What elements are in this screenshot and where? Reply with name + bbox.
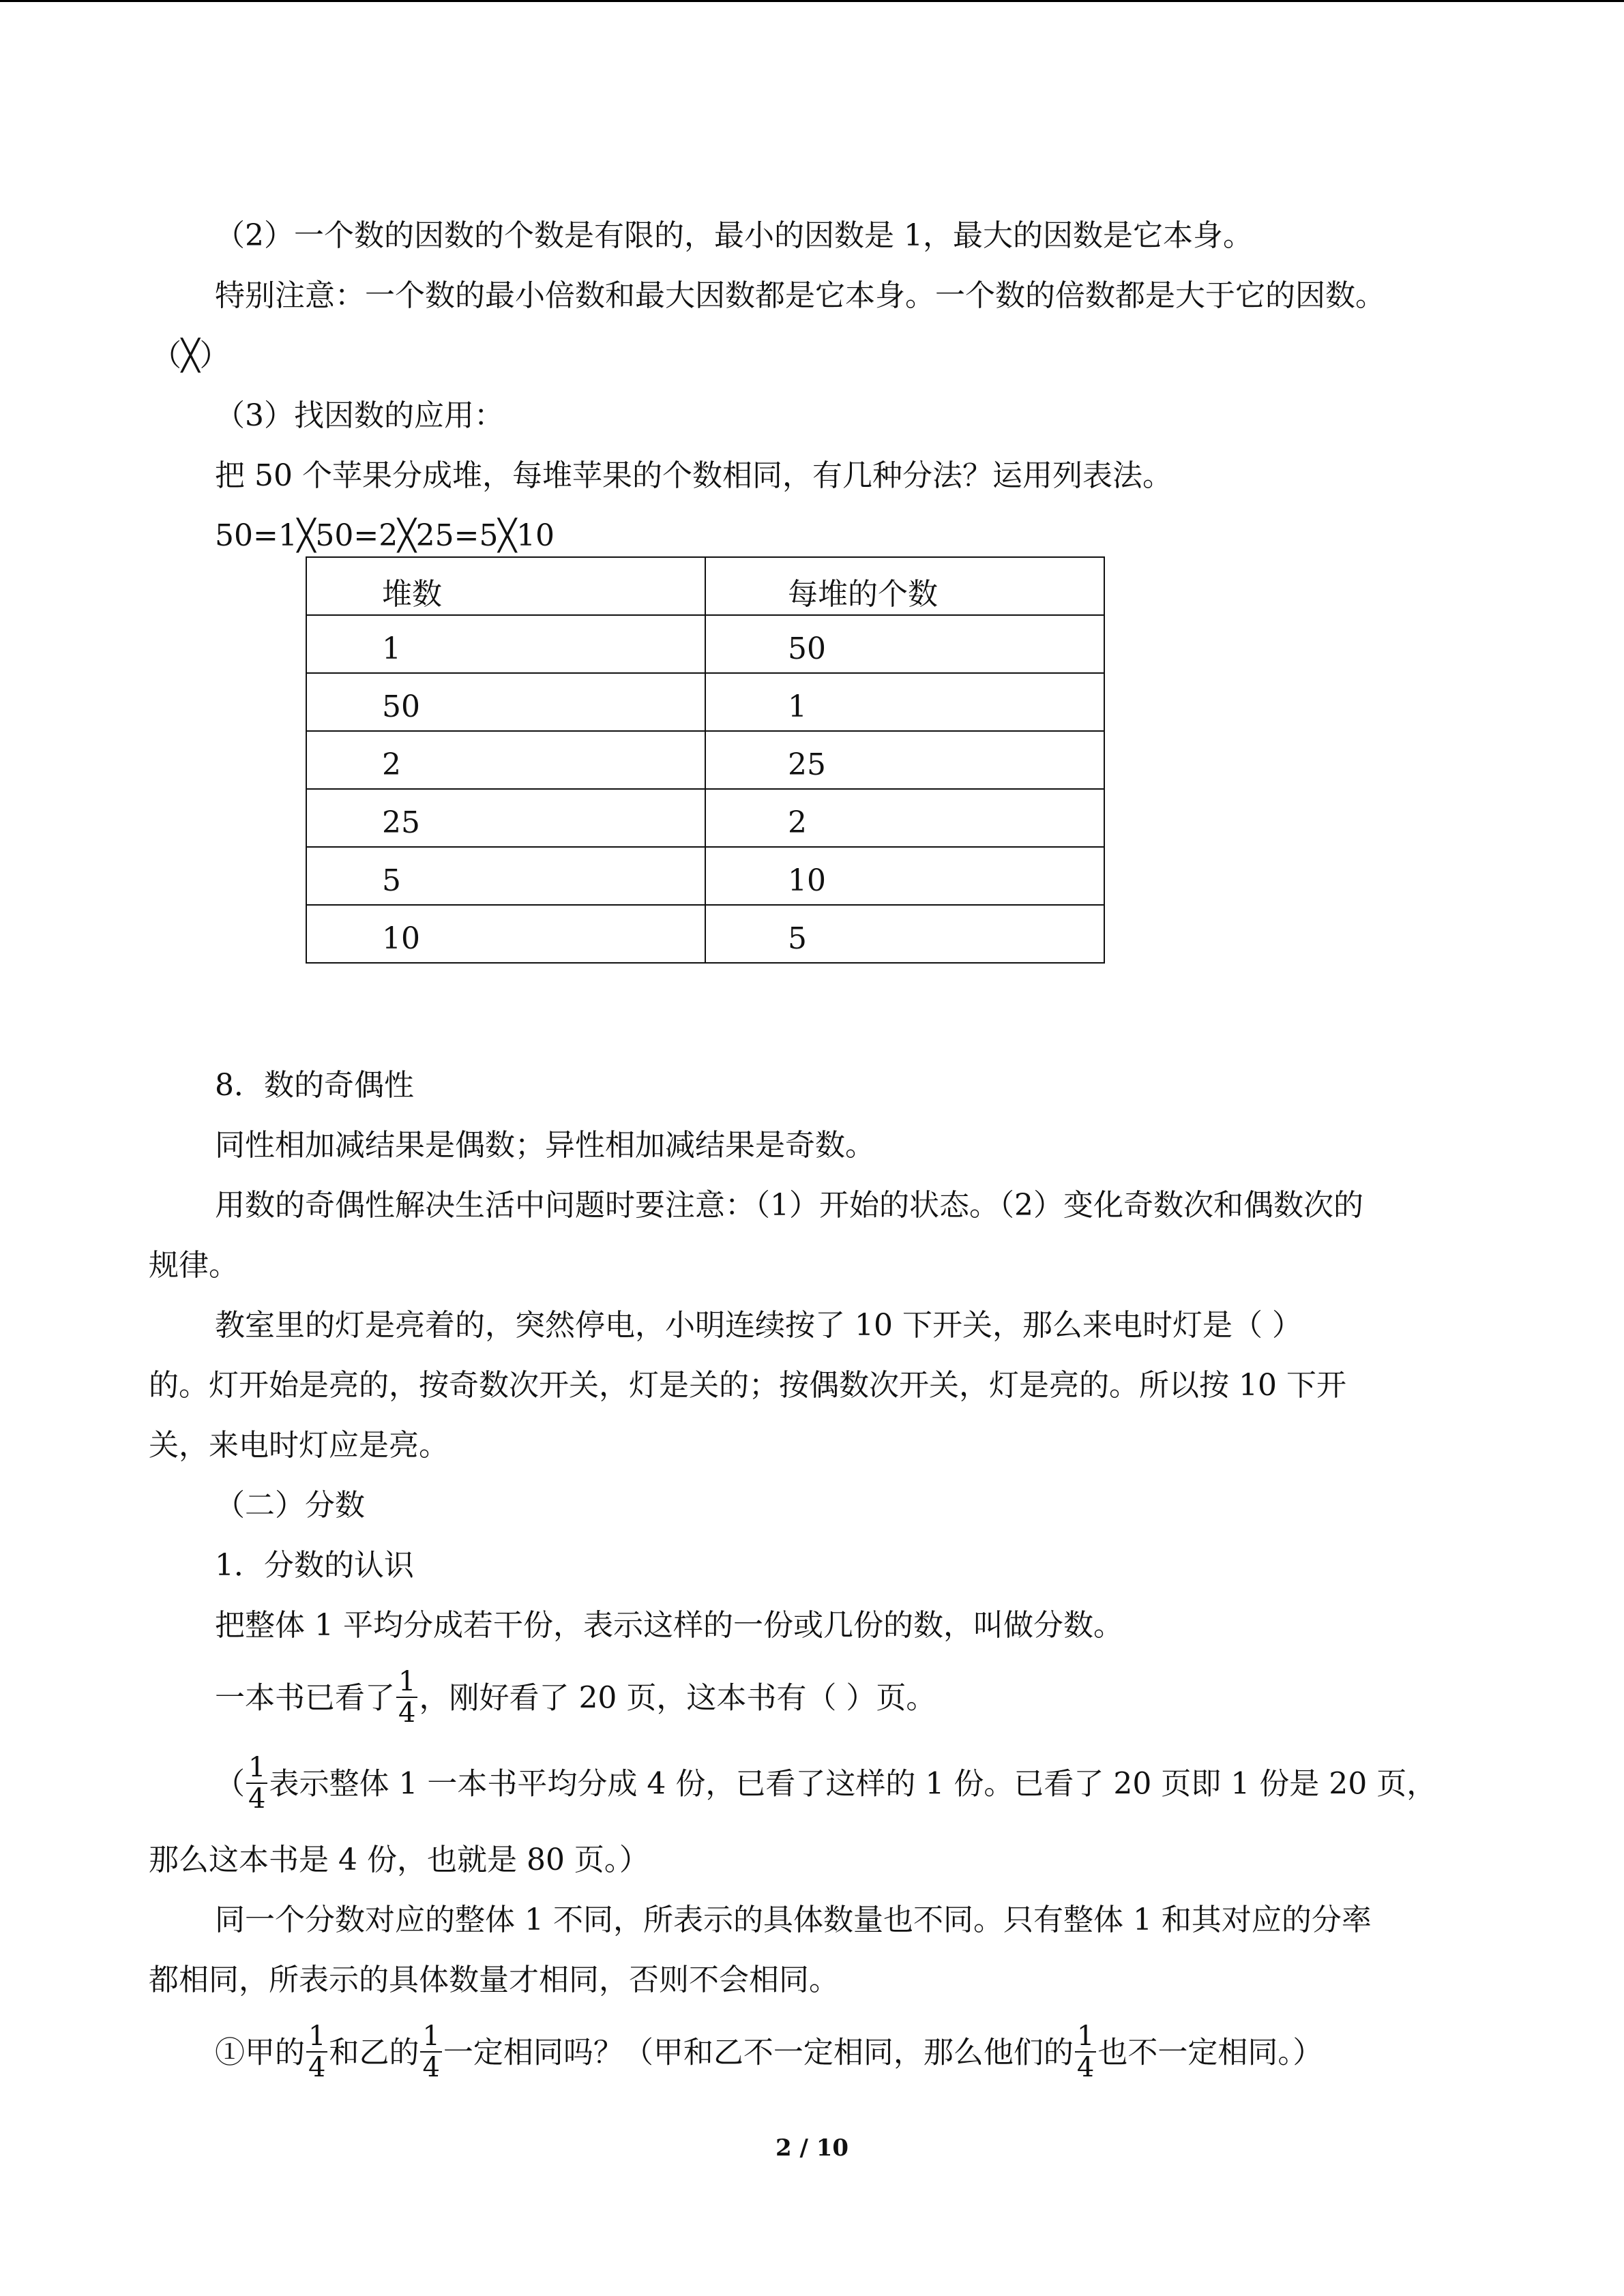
table-cell: 5 bbox=[306, 847, 705, 905]
explanation-open-paren: （ bbox=[215, 1766, 245, 1802]
whole-unit-line-2: 都相同，所表示的具体数量才相同，否则不会相同。 bbox=[149, 1963, 839, 1997]
explanation-text: 表示整体 1 一本书平均分成 4 份，已看了这样的 1 份。已看了 20 页即 1 份是 20 页， bbox=[269, 1766, 1437, 1802]
page-number: 2 / 10 bbox=[775, 2134, 849, 2162]
table-cell: 25 bbox=[705, 731, 1104, 789]
fraction-one-quarter: $\frac{1}{4}$ bbox=[246, 1753, 267, 1814]
lamp-question-line-3: 关，来电时灯应是亮。 bbox=[149, 1428, 449, 1463]
book-explanation-line-2: 那么这本书是 4 份，也就是 80 页。） bbox=[149, 1843, 649, 1877]
special-note-mark: （╳） bbox=[151, 338, 230, 373]
comparison-question-line: ①甲的 $\frac{1}{4}$ 和乙的 $\frac{1}{4}$ 一定相同吗？（甲和乙不一定相同，那么他们的 $\frac{1}{4}$ 也不一定相同。） bbox=[215, 2021, 1323, 2083]
fraction-one-quarter: $\frac{1}{4}$ bbox=[396, 1667, 417, 1728]
book-question-start: 一本书已看了 bbox=[215, 1680, 395, 1716]
section-parity-heading: 8．数的奇偶性 bbox=[215, 1068, 414, 1103]
book-explanation-line-1 bbox=[215, 1752, 1437, 1817]
parity-usage-line-1: 用数的奇偶性解决生活中问题时要注意：（1）开始的状态。（2）变化奇数次和偶数次的 bbox=[215, 1188, 1363, 1223]
table-cell: 2 bbox=[705, 789, 1104, 847]
fraction-intro-heading: 1．分数的认识 bbox=[215, 1548, 414, 1583]
factor-equation: 50=1╳50=2╳25=5╳10 bbox=[215, 518, 555, 553]
parity-rule-text: 同性相加减结果是偶数；异性相加减结果是奇数。 bbox=[215, 1128, 875, 1163]
table-cell: 25 bbox=[306, 789, 705, 847]
table-row bbox=[306, 731, 1104, 789]
fraction-one-quarter: $\frac{1}{4}$ bbox=[306, 2021, 327, 2083]
table-cell: 1 bbox=[306, 615, 705, 673]
heap-table bbox=[306, 556, 1105, 964]
parity-usage-line-2: 规律。 bbox=[149, 1248, 239, 1283]
section-fractions-heading: （二）分数 bbox=[215, 1488, 365, 1523]
lamp-question-line-2: 的。灯开始是亮的，按奇数次开关，灯是关的；按偶数次开关，灯是亮的。所以按 10 下开 bbox=[149, 1368, 1346, 1403]
book-question-line bbox=[215, 1666, 936, 1731]
table-header: 每堆的个数 bbox=[705, 557, 1104, 615]
fraction-definition-text: 把整体 1 平均分成若干份，表示这样的一份或几份的数，叫做分数。 bbox=[215, 1608, 1123, 1643]
fraction-one-quarter: $\frac{1}{4}$ bbox=[420, 2021, 441, 2083]
book-question-end: ，刚好看了 20 页，这本书有（ ）页。 bbox=[419, 1680, 936, 1716]
page-top-border bbox=[0, 0, 1624, 2]
table-cell: 10 bbox=[705, 847, 1104, 905]
factor-application-heading: （3）找因数的应用： bbox=[215, 398, 504, 433]
table-cell: 2 bbox=[306, 731, 705, 789]
table-row bbox=[306, 615, 1104, 673]
table-row bbox=[306, 789, 1104, 847]
table-cell: 1 bbox=[705, 673, 1104, 731]
table-cell: 50 bbox=[306, 673, 705, 731]
fraction-one-quarter: $\frac{1}{4}$ bbox=[1075, 2021, 1096, 2083]
table-header: 堆数 bbox=[306, 557, 705, 615]
table-cell: 5 bbox=[705, 905, 1104, 963]
table-row bbox=[306, 673, 1104, 731]
table-row bbox=[306, 847, 1104, 905]
factor-limit-text: （2）一个数的因数的个数是有限的，最小的因数是 1，最大的因数是它本身。 bbox=[215, 218, 1253, 253]
table-header-row bbox=[306, 557, 1104, 615]
table-cell: 10 bbox=[306, 905, 705, 963]
table-row bbox=[306, 905, 1104, 963]
table-cell: 50 bbox=[705, 615, 1104, 673]
whole-unit-line-1: 同一个分数对应的整体 1 不同，所表示的具体数量也不同。只有整体 1 和其对应的分率 bbox=[215, 1903, 1372, 1937]
apples-question: 把 50 个苹果分成堆，每堆苹果的个数相同，有几种分法？运用列表法。 bbox=[215, 458, 1172, 493]
lamp-question-line-1: 教室里的灯是亮着的，突然停电，小明连续按了 10 下开关，那么来电时灯是（ ） bbox=[215, 1308, 1302, 1343]
special-note-text: 特别注意：一个数的最小倍数和最大因数都是它本身。一个数的倍数都是大于它的因数。 bbox=[215, 278, 1385, 313]
